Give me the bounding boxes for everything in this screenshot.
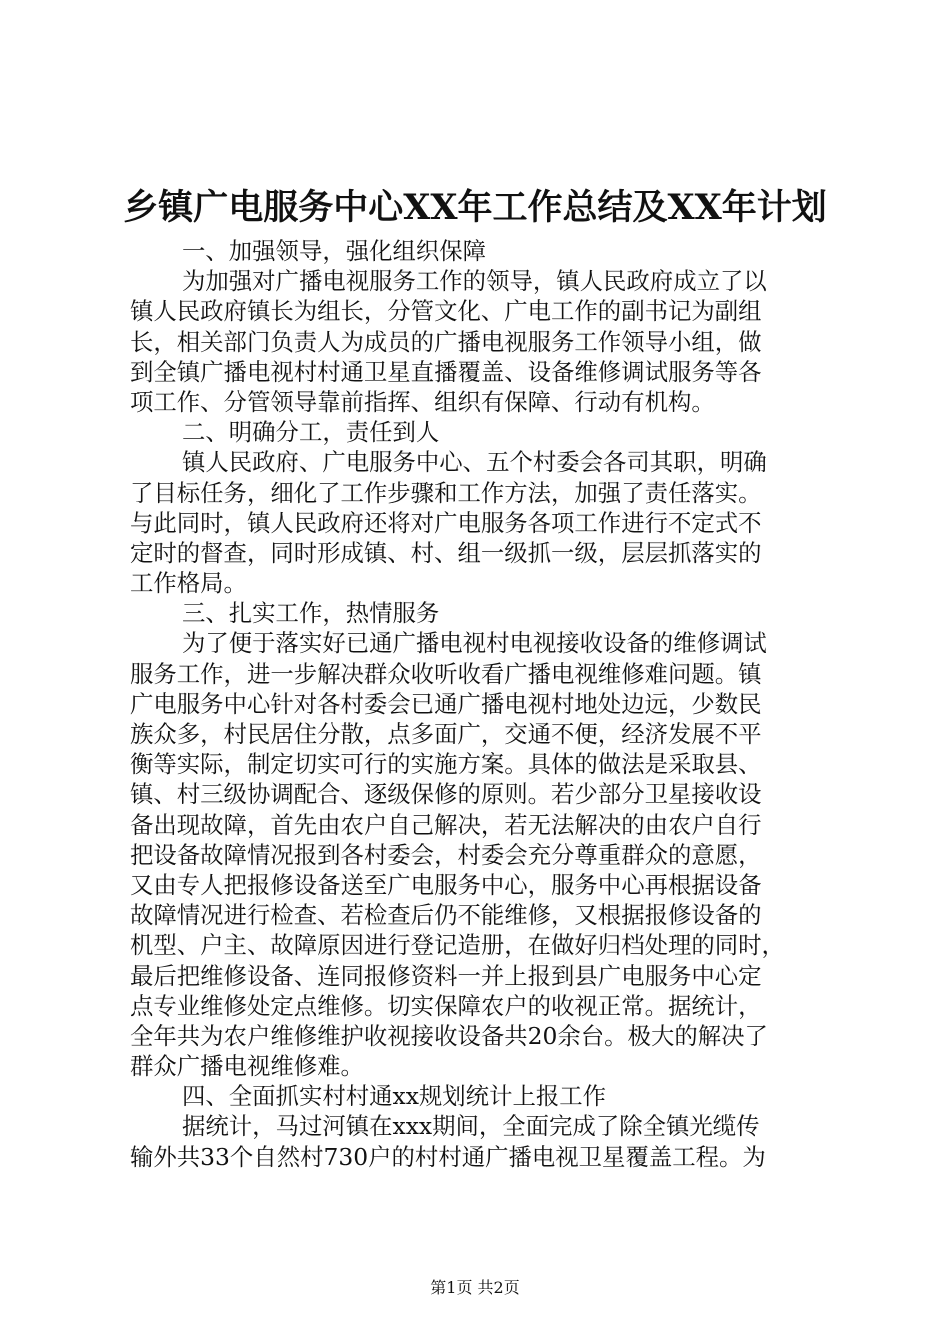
body-line: 机型、户主、故障原因进行登记造册，在做好归档处理的同时， bbox=[130, 931, 785, 960]
body-line: 点专业维修处定点维修。切实保障农户的收视正常。据统计， bbox=[130, 991, 762, 1020]
body-line: 广电服务中心针对各村委会已通广播电视村地处边远，少数民 bbox=[130, 689, 762, 718]
body-line: 二、明确分工，责任到人 bbox=[182, 418, 440, 447]
body-line: 为了便于落实好已通广播电视村电视接收设备的维修调试 bbox=[182, 629, 767, 658]
body-line: 输外共33个自然村730户的村村通广播电视卫星覆盖工程。为 bbox=[130, 1142, 766, 1171]
body-line: 定时的督查，同时形成镇、村、组一级抓一级，层层抓落实的 bbox=[130, 538, 762, 567]
body-line: 三、扎实工作，热情服务 bbox=[182, 599, 440, 628]
body-line: 把设备故障情况报到各村委会，村委会充分尊重群众的意愿， bbox=[130, 840, 762, 869]
body-line: 衡等实际，制定切实可行的实施方案。具体的做法是采取县、 bbox=[130, 750, 762, 779]
body-line: 备出现故障，首先由农户自己解决，若无法解决的由农户自行 bbox=[130, 810, 762, 839]
page-footer: 第1页 共2页 bbox=[430, 1278, 520, 1297]
body-line: 全年共为农户维修维护收视接收设备共20余台。极大的解决了 bbox=[130, 1021, 768, 1050]
body-line: 一、加强领导，强化组织保障 bbox=[182, 237, 487, 265]
document-title: 乡镇广电服务中心XX年工作总结及XX年计划 bbox=[123, 187, 827, 228]
body-line: 与此同时，镇人民政府还将对广电服务各项工作进行不定式不 bbox=[130, 508, 762, 537]
body-line: 了目标任务，细化了工作步骤和工作方法，加强了责任落实。 bbox=[130, 478, 762, 507]
body-line: 故障情况进行检查、若检查后仍不能维修，又根据报修设备的 bbox=[130, 901, 762, 930]
body-line: 据统计，马过河镇在xxx期间，全面完成了除全镇光缆传 bbox=[182, 1112, 760, 1141]
document-body bbox=[130, 236, 826, 1172]
body-line: 镇人民政府镇长为组长，分管文化、广电工作的副书记为副组 bbox=[130, 297, 762, 326]
body-line: 工作格局。 bbox=[130, 569, 247, 598]
body-line: 又由专人把报修设备送至广电服务中心，服务中心再根据设备 bbox=[130, 870, 762, 899]
body-line: 服务工作，进一步解决群众收听收看广播电视维修难问题。镇 bbox=[130, 659, 762, 688]
body-line: 镇人民政府、广电服务中心、五个村委会各司其职，明确 bbox=[182, 448, 767, 477]
body-line: 族众多，村民居住分散，点多面广，交通不便，经济发展不平 bbox=[130, 720, 762, 748]
body-line: 镇、村三级协调配合、逐级保修的原则。若少部分卫星接收设 bbox=[130, 780, 762, 809]
body-line: 群众广播电视维修难。 bbox=[130, 1052, 364, 1081]
body-line: 为加强对广播电视服务工作的领导，镇人民政府成立了以 bbox=[182, 267, 767, 296]
body-line: 项工作、分管领导靠前指挥、组织有保障、行动有机构。 bbox=[130, 387, 715, 416]
body-line: 长，相关部门负责人为成员的广播电视服务工作领导小组，做 bbox=[130, 327, 762, 356]
body-line: 四、全面抓实村村通xx规划统计上报工作 bbox=[182, 1082, 607, 1111]
body-line: 最后把维修设备、连同报修资料一并上报到县广电服务中心定 bbox=[130, 961, 762, 990]
body-line: 到全镇广播电视村村通卫星直播覆盖、设备维修调试服务等各 bbox=[130, 357, 762, 386]
